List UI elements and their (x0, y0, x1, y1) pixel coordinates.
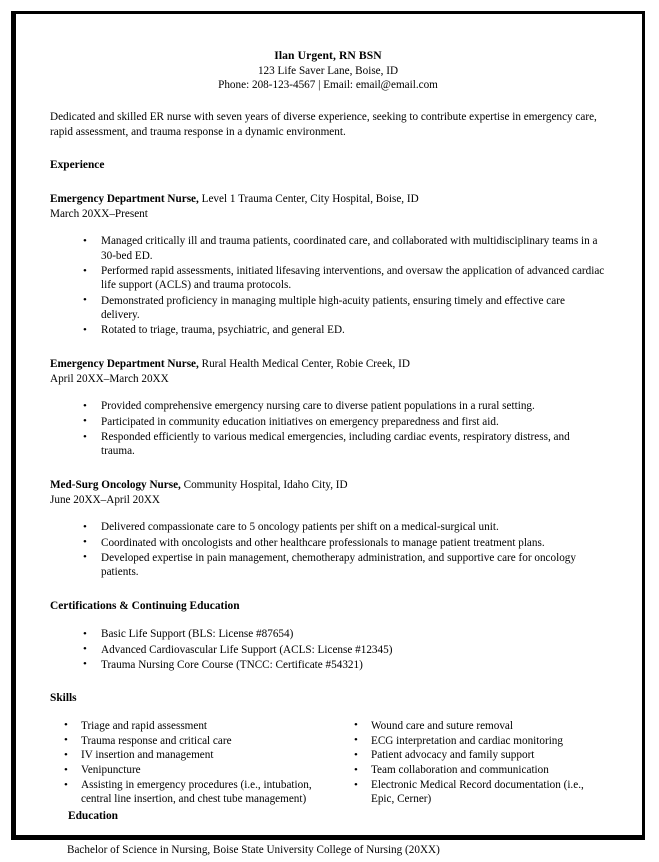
skills-list-right (340, 719, 590, 807)
skill-item: • Assisting in emergency procedures (i.e., intubation, central line insertion, and chest tube management) (50, 778, 340, 807)
skills-columns (50, 719, 606, 807)
job-title: Med-Surg Oncology Nurse, (50, 478, 181, 491)
job-heading-line (50, 357, 606, 371)
job-bullet: • Performed rapid assessments, initiated lifesaving interventions, and oversaw the application of advanced cardiac life support (ACLS) and trauma protocols. (50, 264, 606, 293)
skill-item: • Team collaboration and communication (340, 763, 590, 777)
job-title: Emergency Department Nurse, (50, 357, 199, 370)
certification-item: • Trauma Nursing Core Course (TNCC: Certificate #54321) (50, 658, 606, 672)
job-heading-line (50, 192, 606, 206)
certification-item: • Advanced Cardiovascular Life Support (ACLS: License #12345) (50, 643, 606, 657)
section-heading-experience: Experience (50, 159, 105, 172)
job-dates: March 20XX–Present (50, 208, 148, 221)
section-heading-certifications: Certifications & Continuing Education (50, 599, 240, 612)
skill-item: • Venipuncture (50, 763, 340, 777)
skill-item: • Electronic Medical Record documentation (i.e., Epic, Cerner) (340, 778, 590, 807)
candidate-contact: Phone: 208-123-4567 | Email: email@email.com (218, 79, 438, 92)
certification-list (50, 627, 606, 672)
skill-item: • Patient advocacy and family support (340, 748, 590, 762)
section-heading-education: Education (68, 810, 119, 823)
job-bullet: • Participated in community education initiatives on emergency preparedness and first aid. (50, 415, 606, 429)
job-bullet: • Responded efficiently to various medical emergencies, including cardiac events, respiratory distress, and trauma. (50, 430, 606, 459)
job-entry (50, 357, 606, 387)
skill-item: • Triage and rapid assessment (50, 719, 340, 733)
document-page-frame (11, 11, 645, 856)
job-heading-line (50, 478, 606, 492)
job-bullet: • Provided comprehensive emergency nursing care to diverse patient populations in a rural setting. (50, 399, 606, 413)
job-bullet: • Rotated to triage, trauma, psychiatric, and general ED. (50, 323, 606, 337)
job-entry (50, 478, 606, 508)
section-heading-skills: Skills (50, 692, 77, 705)
education-degree: Bachelor of Science in Nursing, Boise State University College of Nursing (20XX) (67, 843, 440, 856)
job-bullet: • Demonstrated proficiency in managing multiple high-acuity patients, ensuring timely and effective care delivery. (50, 294, 606, 323)
skills-list-left (50, 719, 340, 807)
job-title: Emergency Department Nurse, (50, 192, 199, 205)
skill-item: • IV insertion and management (50, 748, 340, 762)
job-entry (50, 192, 606, 222)
skills-column-left (50, 719, 340, 807)
skills-column-right (340, 719, 590, 807)
job-dates: April 20XX–March 20XX (50, 373, 169, 386)
job-bullet-list (50, 399, 606, 458)
candidate-name: Ilan Urgent, RN BSN (274, 49, 382, 62)
skill-item: • ECG interpretation and cardiac monitoring (340, 734, 590, 748)
job-bullet: • Coordinated with oncologists and other healthcare professionals to manage patient treatment plans. (50, 536, 606, 550)
job-bullet: • Managed critically ill and trauma patients, coordinated care, and collaborated with multidisciplinary teams in a 30-bed ED. (50, 234, 606, 263)
certification-item: • Basic Life Support (BLS: License #87654) (50, 627, 606, 641)
resume-header (50, 49, 606, 92)
job-employer: Rural Health Medical Center, Robie Creek, ID (198, 357, 410, 370)
job-bullet-list (50, 234, 606, 337)
skill-item: • Trauma response and critical care (50, 734, 340, 748)
job-bullet-list (50, 520, 606, 579)
candidate-address: 123 Life Saver Lane, Boise, ID (257, 64, 399, 77)
resume-document (50, 49, 606, 857)
job-employer: Community Hospital, Idaho City, ID (180, 478, 348, 491)
job-bullet: • Delivered compassionate care to 5 oncology patients per shift on a medical-surgical unit. (50, 520, 606, 534)
professional-summary: Dedicated and skilled ER nurse with seven years of diverse experience, seeking to contribute expertise in emergency care, rapid assessment, and trauma response in a dynamic environment. (50, 111, 597, 138)
skill-item: • Wound care and suture removal (340, 719, 590, 733)
job-dates: June 20XX–April 20XX (50, 493, 161, 506)
job-bullet: • Developed expertise in pain management, chemotherapy administration, and supportive care for oncology patients. (50, 551, 606, 580)
document-sheet (16, 14, 642, 856)
job-employer: Level 1 Trauma Center, City Hospital, Boise, ID (198, 192, 419, 205)
